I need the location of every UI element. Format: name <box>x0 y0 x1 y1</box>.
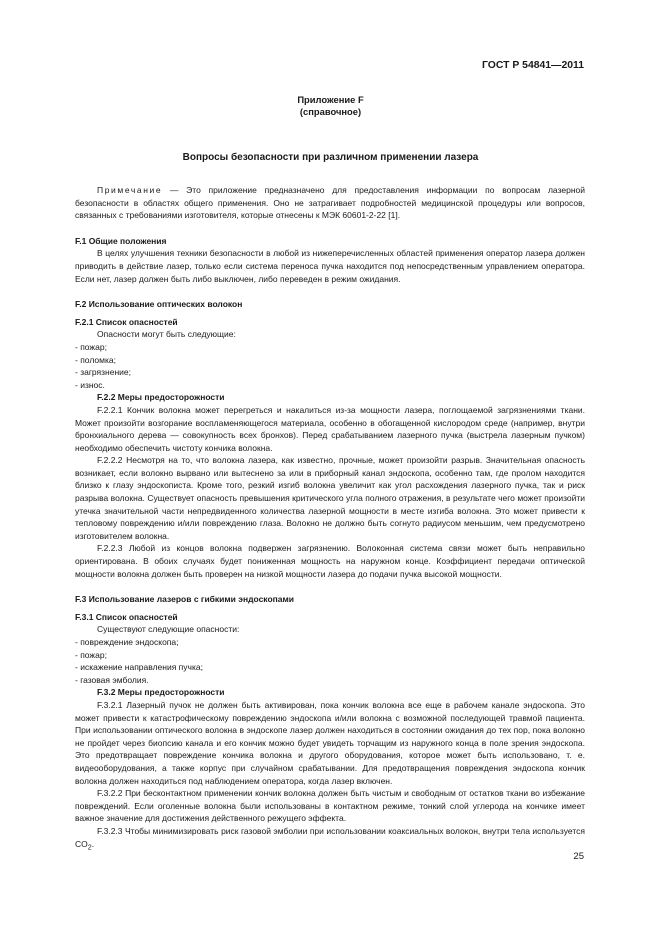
list-item: - газовая эмболия. <box>75 674 149 685</box>
f21-intro: Опасности могут быть следующие: <box>97 329 236 340</box>
annex-type: (справочное) <box>299 106 362 117</box>
annex-heading <box>0 94 661 118</box>
f31-intro: Существуют следующие опасности: <box>97 624 240 635</box>
f222-paragraph: F.2.2.2 Несмотря на то, что волокна лазера, как известно, прочные, может произойти разрыв. Значительная опасность возникает, если волокно вырвано или вытеснено за или в приборный канал эндоскопа, особенно там, где пролом находится близко к глазу эндоскописта. Кроме того, резкий изгиб волокна увеличит как угол расхождения лазерного пучка, так и риск разрыва волокна. Существует опасность превышения критического угла полного отражения, в результате чего может произойти утечка значительной части непредвиденного количества лазерной мощности в месте изгиба волокна. Это может привести к тепловому повреждению и/или повреждению глаза. Волокно не должно быть согнуто радиусом меньшим, чем предусмотрено изготовителем волокна. <box>75 455 585 541</box>
page-number: 25 <box>573 851 584 862</box>
list-item: - повреждение эндоскопа; <box>75 637 179 647</box>
note-paragraph <box>75 184 585 222</box>
list-item: - пожар; <box>75 649 107 660</box>
list-item: - искажение направления пучка; <box>75 662 203 673</box>
subsection-heading-f22: F.2.2 Меры предосторожности <box>97 392 225 403</box>
section-heading-f3: F.3 Использование лазеров с гибкими эндоскопами <box>75 594 295 605</box>
annex-title: Приложение F <box>297 94 364 105</box>
section-heading-f1: F.1 Общие положения <box>75 235 167 246</box>
list-item: - загрязнение; <box>75 367 132 378</box>
f323-paragraph <box>75 825 585 854</box>
f323-subscript: 2 <box>87 843 92 852</box>
subsection-heading-f21: F.2.1 Список опасностей <box>75 316 178 327</box>
subsection-heading-f31: F.3.1 Список опасностей <box>75 611 178 622</box>
f322-paragraph: F.3.2.2 При бесконтактном применении кончик волокна должен быть чистым и свободным от остатков ткани во избежание повреждений. Если оголенные волокна были использованы в контактном режиме, тонкий слой углерода на кончике имеет важное значение для достижения действенного режущего эффекта. <box>75 788 585 824</box>
section-heading-f2: F.2 Использование оптических волокон <box>75 299 243 310</box>
list-item: - износ. <box>75 379 105 390</box>
f321-paragraph: F.3.2.1 Лазерный пучок не должен быть активирован, пока кончик волокна все еще в рабочем канале эндоскопа. Это может привести к катастрофическому повреждению эндоскопа и/или волокна с возможной последующей травмой пациента. При использовании оптического волокна в эндоскопе лазер должен находиться в состоянии ожидания до тех пор, пока волокно не пройдет через биопсию канала и его кончик можно будет увидеть торчащим из наружного конца в поле зрения эндоскопа. Это предотвращает повреждение кончика волокна и другого оборудования, которое может быть использовано, т. е. видеооборудования, а также корпус при случайном срабатывании. Для предотвращения повреждения эндоскопа кончик волокна должен находиться под наблюдением оператора, когда лазер включен. <box>75 699 585 786</box>
note-text: — Это приложение предназначено для предоставления информации по вопросам лазерной безопасности в областях общего применения. Оно не затрагивает подробностей медицинской процедуры или вопросов, связанных с требованиями изготовителя, которые отнесены к МЭК 60601-2-22 [1]. <box>75 185 585 221</box>
note-label: Примечание <box>97 185 163 195</box>
f323-text: F.3.2.3 Чтобы минимизировать риск газовой эмболии при использовании коаксиальных волокон, внутри тела используется CO <box>75 825 585 849</box>
document-body <box>75 184 585 854</box>
list-item: - пожар; <box>75 341 107 352</box>
list-item: - поломка; <box>75 354 116 365</box>
f1-paragraph: В целях улучшения техники безопасности в любой из нижеперечисленных областей применения оператор лазера должен приводить в действие лазер, только если система переноса пучка находится под непосредственным управлением оператора. Если нет, лазер должен быть либо выключен, либо переведен в режим ожидания. <box>75 248 585 284</box>
document-title: Вопросы безопасности при различном применении лазера <box>182 152 479 163</box>
document-code: ГОСТ Р 54841—2011 <box>482 60 584 71</box>
f223-paragraph: F.2.2.3 Любой из концов волокна подвержен загрязнению. Волоконная система связи может быть неправильно ориентирована. В обоих случаях будет пониженная мощность на наружном конце. Коэффициент передачи оптической мощности волокна должен быть проверен на низкой мощности лазера до подачи пучка высокой мощности. <box>75 543 585 579</box>
f323-end: . <box>91 838 95 849</box>
subsection-heading-f32: F.3.2 Меры предосторожности <box>97 687 225 698</box>
f221-paragraph: F.2.2.1 Кончик волокна может перегреться и накалиться из-за мощности лазера, поглощаемой загрязнениями ткани. Может произойти возгорание воспламеняющегося материала, особенно в обогащенной кислородом среде (например, внутри бронхиального дерева — совокупность всех бронхов). Перед срабатыванием лазерного пучка (выстрела лазерным пучком) необходимо обеспечить чистоту кончика волокна. <box>75 404 585 453</box>
